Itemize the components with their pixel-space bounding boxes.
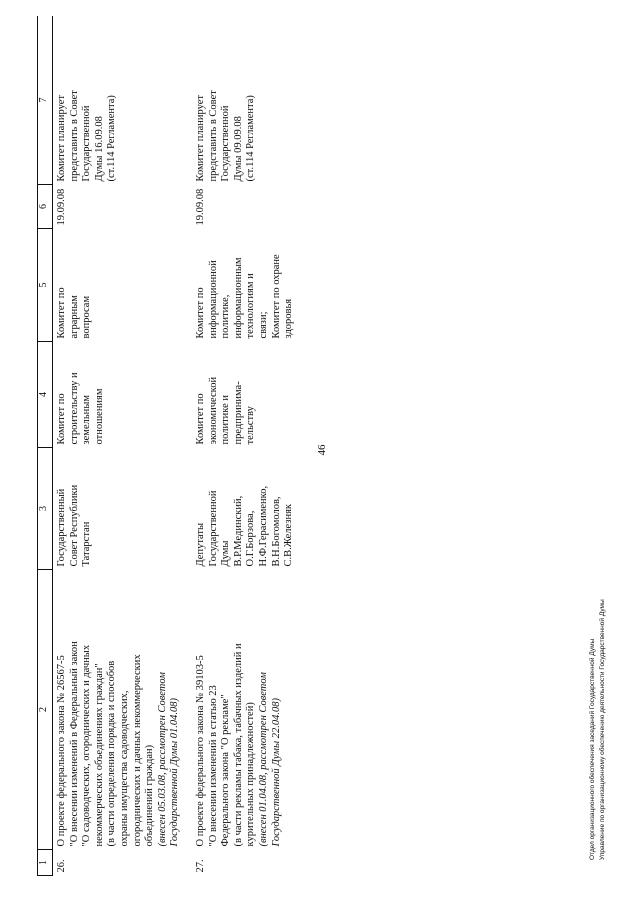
co-executor-committee xyxy=(192,229,306,342)
co-committee-line: Комитет по xyxy=(56,287,67,339)
row-number: 27. xyxy=(194,859,206,873)
plan-line: Государственной xyxy=(220,105,232,182)
plan-line: представить в Совет xyxy=(207,90,219,182)
plan-line: Комитет планирует xyxy=(56,95,67,182)
plan-cell xyxy=(192,16,306,185)
column-header: 5 xyxy=(38,229,53,342)
co-committee-line: информационным xyxy=(232,257,244,339)
co-committee-line: Комитет по xyxy=(194,287,206,339)
committee-line: политике и xyxy=(220,394,232,445)
initiator xyxy=(192,448,306,570)
initiator-line: В.Р.Мединский, xyxy=(232,495,244,567)
initiator-line: В.Н.Богомолов, xyxy=(270,496,282,567)
column-header: 2 xyxy=(38,570,53,850)
bill-title-line: огороднических и дачных некоммерческих xyxy=(131,654,143,847)
co-executor-committee xyxy=(53,229,192,342)
committee-line: отношениям xyxy=(93,388,105,445)
bill-note-line: (внесен 05.03.08, рассмотрен Советом xyxy=(156,672,168,847)
bill-title-line: "О внесении изменений в статью 23 xyxy=(207,685,219,847)
initiator-line: Государственный xyxy=(56,488,67,567)
bill-title xyxy=(53,570,192,850)
bill-title-line: "О внесении изменений в Федеральный закон xyxy=(68,641,80,847)
column-header: 1 xyxy=(38,850,53,876)
responsible-committee xyxy=(53,342,192,448)
plan-line: (ст.114 Регламента) xyxy=(106,95,118,182)
committee-line: предпринима- xyxy=(232,381,244,445)
committee-line: строительству и xyxy=(68,372,80,445)
initiator-line: Н.Ф.Герасименко, xyxy=(257,485,269,567)
committee-line: Комитет по xyxy=(56,393,67,445)
responsible-committee xyxy=(192,342,306,448)
bill-title-line: О проекте федерального закона № 39103-5 xyxy=(194,655,206,847)
co-committee-line: вопросам xyxy=(81,295,93,339)
committee-line: Комитет по xyxy=(194,393,206,445)
bill-title xyxy=(192,570,306,850)
bill-note-line: Государственной Думы 01.04.08) xyxy=(169,698,181,847)
bill-title-line: некоммерческих объединениях граждан" xyxy=(93,663,105,847)
rotated-document xyxy=(37,16,337,876)
initiator-line: Думы xyxy=(220,540,232,567)
co-committee-line: здоровья xyxy=(283,298,295,339)
co-committee-line: Комитет по охране xyxy=(270,254,282,339)
co-committee-line: информационной xyxy=(207,260,219,339)
plan-line: (ст.114 Регламента) xyxy=(245,95,257,182)
bill-title-line: объединений граждан) xyxy=(144,744,156,847)
bill-note-line: (внесен 01.04.08, рассмотрен Советом xyxy=(257,672,269,847)
column-header: 3 xyxy=(38,448,53,570)
column-header: 6 xyxy=(38,185,53,229)
initiator-line: С.В.Железняк xyxy=(283,503,295,567)
bill-title-line: О проекте федерального закона № 26567-5 xyxy=(56,655,67,847)
plan-line: представить в Совет xyxy=(68,90,80,182)
initiator-line: Татарстан xyxy=(81,521,93,567)
date-cell: 19.09.08 xyxy=(56,188,67,226)
committee-line: земельным xyxy=(81,395,93,445)
initiator-line: Депутаты xyxy=(194,522,206,567)
plan-line: Думы 09.09.08 xyxy=(232,116,244,182)
initiator-line: Государственной xyxy=(207,490,219,567)
committee-line: тельству xyxy=(245,406,257,445)
co-committee-line: аграрным xyxy=(68,295,80,339)
column-header: 7 xyxy=(38,16,53,185)
bill-title-line: охраны имущества садоводческих, xyxy=(118,690,130,847)
plan-line: Думы 16.09.08 xyxy=(93,116,105,182)
initiator-line: Совет Республики xyxy=(68,484,80,567)
committee-line: экономической xyxy=(207,376,219,445)
column-header: 4 xyxy=(38,342,53,448)
row-number: 26. xyxy=(56,859,67,873)
initiator xyxy=(53,448,192,570)
footer-line: Отдел организационного обеспечения заседаний Государственной Думы xyxy=(589,638,596,860)
initiator-line: О.Г.Борзова, xyxy=(245,510,257,567)
footer xyxy=(588,560,634,860)
bill-title-line: (в части рекламы табака, табачных изделий и xyxy=(232,643,244,847)
co-committee-line: политике, xyxy=(220,294,232,339)
bill-title-line: (в части определения порядка и способов xyxy=(106,660,118,847)
bill-title-line: курительных принадлежностей) xyxy=(245,702,257,847)
page-number: 46 xyxy=(316,444,328,456)
plan-line: Государственной xyxy=(81,105,93,182)
bill-note-line: Государственной Думы 22.04.08) xyxy=(270,698,282,847)
column-number-row xyxy=(38,16,53,876)
footer-line: Управление по организационному обеспечению деятельности Государственной Думы xyxy=(599,599,607,860)
bill-title-line: Федерального закона "О рекламе" xyxy=(220,694,232,847)
table-row xyxy=(192,16,306,876)
table-row xyxy=(53,16,192,876)
bills-table xyxy=(37,16,306,876)
co-committee-line: связи; xyxy=(257,311,269,339)
plan-line: Комитет планирует xyxy=(194,95,206,182)
co-committee-line: технологиям и xyxy=(245,273,257,339)
bill-title-line: "О садоводческих, огороднических и дачных xyxy=(81,644,93,847)
date-cell: 19.09.08 xyxy=(194,188,206,226)
plan-cell xyxy=(53,16,192,185)
